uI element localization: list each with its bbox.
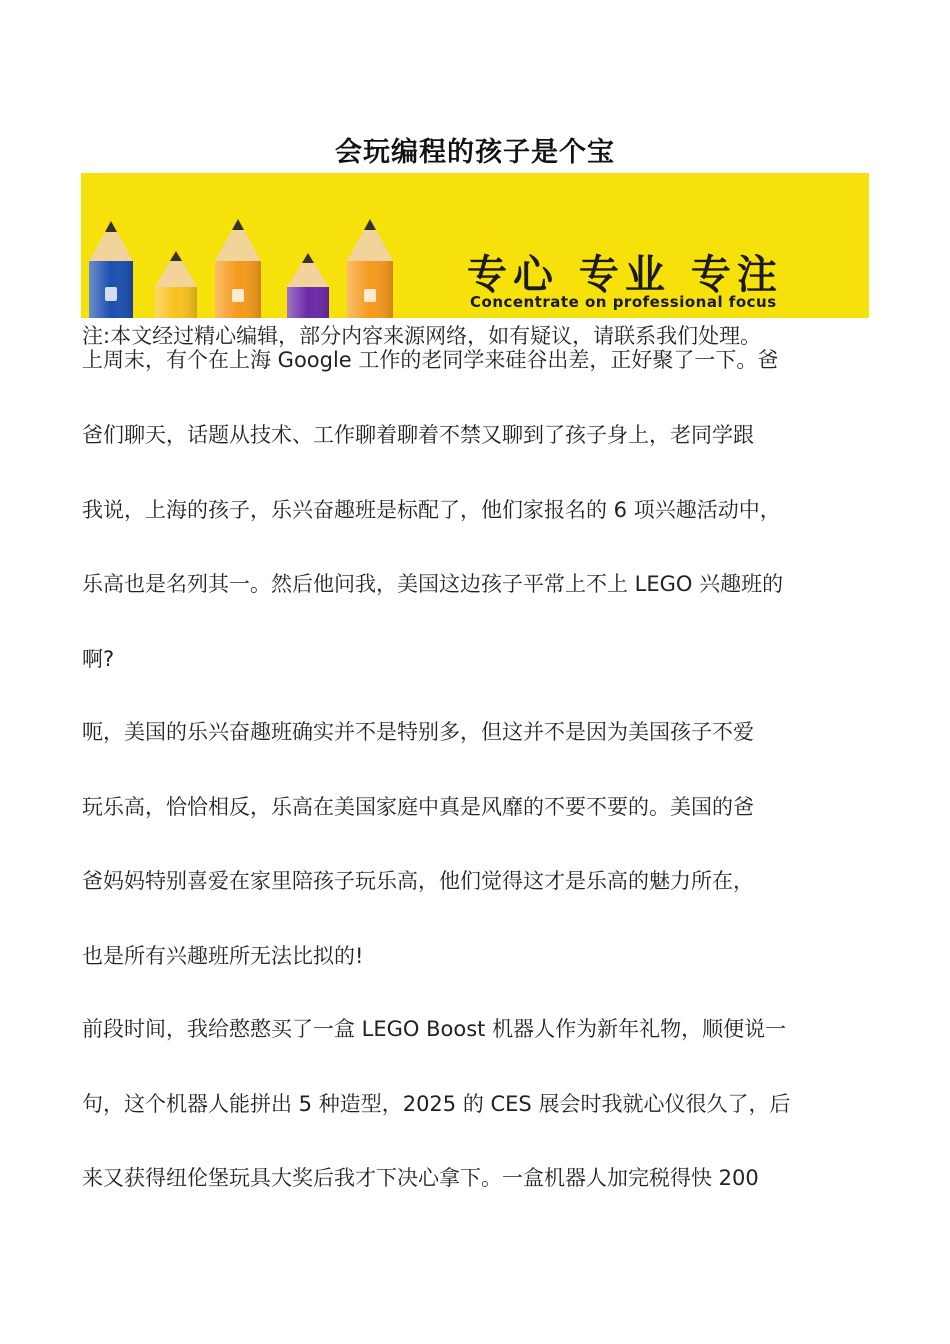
body-line: 玩乐高，恰恰相反，乐高在美国家庭中真是风靡的不要不要的。美国的爸 — [82, 795, 754, 819]
pencil-icon — [347, 219, 393, 318]
pencil-icon — [155, 251, 197, 318]
body-line: 呃，美国的乐兴奋趣班确实并不是特别多，但这并不是因为美国孩子不爱 — [82, 720, 754, 744]
pencil-icon — [89, 221, 133, 318]
banner-image — [81, 173, 869, 318]
body-line: 啊? — [82, 647, 115, 671]
banner-slogan-english: Concentrate on professional focus — [470, 293, 777, 311]
body-line: 句，这个机器人能拼出 5 种造型，2025 的 CES 展会时我就心仪很久了，后 — [82, 1092, 791, 1116]
editor-note: 注:本文经过精心编辑，部分内容来源网络，如有疑议，请联系我们处理。 — [82, 324, 762, 348]
body-line: 我说，上海的孩子，乐兴奋趣班是标配了，他们家报名的 6 项兴趣活动中， — [82, 498, 781, 522]
body-line: 前段时间，我给憨憨买了一盒 LEGO Boost 机器人作为新年礼物，顺便说一 — [82, 1017, 787, 1041]
page-title: 会玩编程的孩子是个宝 — [335, 137, 615, 168]
body-line: 爸们聊天，话题从技术、工作聊着聊着不禁又聊到了孩子身上，老同学跟 — [82, 423, 754, 447]
body-line: 乐高也是名列其一。然后他问我，美国这边孩子平常上不上 LEGO 兴趣班的 — [82, 572, 784, 596]
pencil-icon — [215, 219, 261, 318]
body-line: 来又获得纽伦堡玩具大奖后我才下决心拿下。一盒机器人加完税得快 200 — [82, 1166, 759, 1190]
body-line: 也是所有兴趣班所无法比拟的! — [82, 944, 364, 968]
pencil-icon — [287, 253, 329, 318]
body-line: 上周末，有个在上海 Google 工作的老同学来硅谷出差，正好聚了一下。爸 — [82, 348, 779, 372]
body-line: 爸妈妈特别喜爱在家里陪孩子玩乐高，他们觉得这才是乐高的魅力所在， — [82, 869, 754, 893]
banner-slogan: 专心 专业 专注 — [467, 252, 783, 298]
